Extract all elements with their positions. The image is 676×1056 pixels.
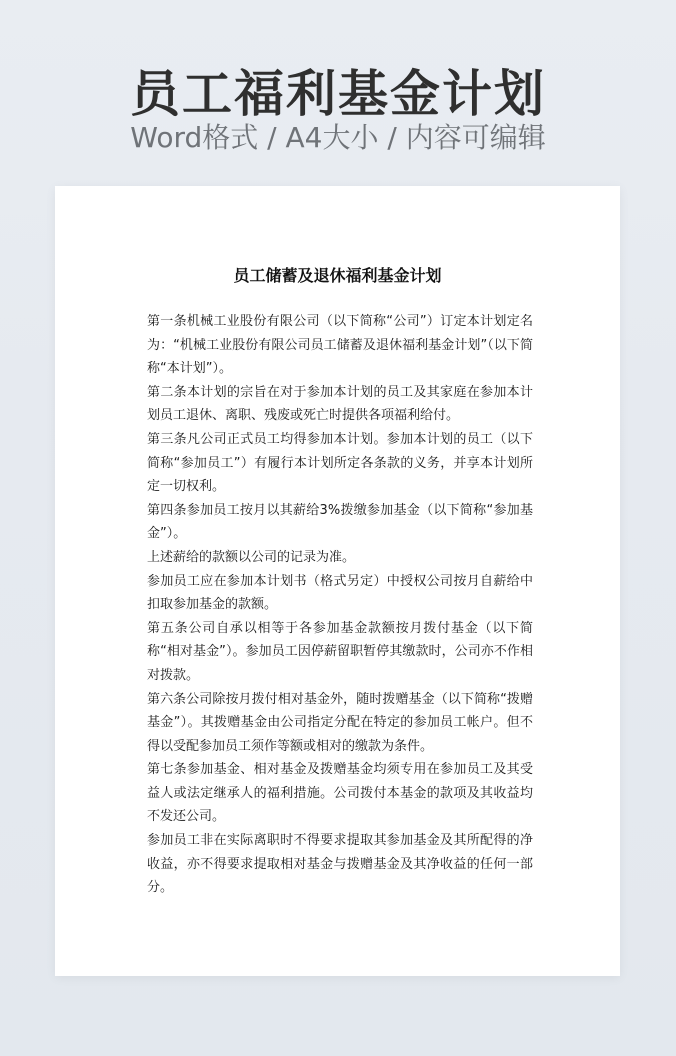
paragraph-article-2: 第二条本计划的宗旨在对于参加本计划的员工及其家庭在参加本计划员工退休、离职、残废或死亡时提供各项福利给付。 — [147, 384, 533, 424]
paragraph-article-1: 第一条机械工业股份有限公司（以下简称“公司”）订定本计划定名为：“机械工业股份有限公司员工储蓄及退休福利基金计划”（以下简称“本计划”）。 — [147, 314, 533, 377]
paragraph-article-5: 第五条公司自承以相等于各参加基金款额按月拨付基金（以下简称“相对基金”）。参加员工因停薪留职暂停其缴款时，公司亦不作相对拨款。 — [147, 620, 533, 683]
document-title: 员工储蓄及退休福利基金计划 — [233, 266, 442, 285]
paragraph-article-6: 第六条公司除按月拨付相对基金外，随时拨赠基金（以下简称“拨赠基金”）。其拨赠基金由公司指定分配在特定的参加员工帐户。但不得以受配参加员工须作等额或相对的缴款为条件。 — [147, 691, 533, 754]
document-body — [147, 310, 533, 900]
document-page — [55, 186, 620, 976]
paragraph-salary-record: 上述薪给的款额以公司的记录为准。 — [147, 549, 356, 565]
paragraph-withdrawal: 参加员工非在实际离职时不得要求提取其参加基金及其所配得的净收益，亦不得要求提取相对基金与拨赠基金及其净收益的任何一部分。 — [147, 833, 533, 896]
paragraph-article-4: 第四条参加员工按月以其薪给3%拨缴参加基金（以下简称“参加基金”）。 — [147, 502, 533, 542]
banner-title: 员工福利基金计划 — [130, 65, 546, 123]
banner-subtitle: Word格式 / A4大小 / 内容可编辑 — [130, 121, 546, 154]
paragraph-article-7: 第七条参加基金、相对基金及拨赠基金均须专用在参加员工及其受益人或法定继承人的福利措施。公司拨付本基金的款项及其收益均不发还公司。 — [147, 762, 533, 825]
paragraph-authorization: 参加员工应在参加本计划书（格式另定）中授权公司按月自薪给中扣取参加基金的款额。 — [147, 573, 533, 613]
paragraph-article-3: 第三条凡公司正式员工均得参加本计划。参加本计划的员工（以下简称“参加员工”）有履行本计划所定各条款的义务，并享本计划所定一切权利。 — [147, 431, 533, 495]
